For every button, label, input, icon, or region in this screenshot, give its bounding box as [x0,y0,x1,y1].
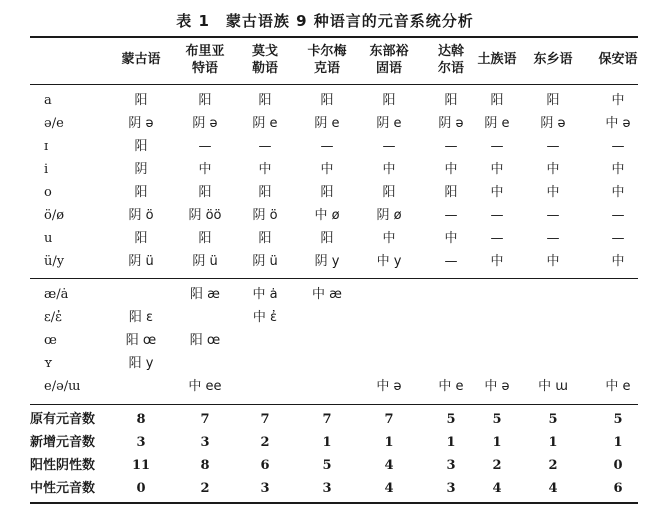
row-label: ɪ [44,139,49,154]
table-cell: 阴 y [314,254,340,269]
table-cell: 中 ɯ [538,379,568,394]
table-cell: — [382,139,396,154]
table-cell: 阳 [546,93,560,108]
table-cell: 3 [260,481,270,496]
table-cell: 阳 [134,139,148,154]
table-cell: 阳 [320,185,334,200]
table-cell: 阳 [444,93,458,108]
column-header: 特语 [191,61,218,76]
table-cell: 阳 æ [190,287,220,302]
table-cell: 4 [384,458,394,473]
column-header: 固语 [375,61,402,76]
table-cell: 中 [611,185,625,200]
table-cell: — [611,231,625,246]
table-cell: 中 y [376,254,402,269]
bottom-rule [30,502,638,504]
table-cell: 11 [131,458,151,473]
column-header: 尔语 [437,61,464,76]
table-cell: 阴 e [376,116,402,131]
table-cell: 中 [444,231,458,246]
table-cell: 中 [382,162,396,177]
table-cell: 中 [258,162,272,177]
table-cell: 中 ȧ [252,287,278,302]
table-cell: 1 [492,435,502,450]
table-cell: 阴 ə [540,116,566,131]
column-header: 东乡语 [533,52,573,67]
row-label: 新增元音数 [30,435,96,450]
table-cell: 中 [490,254,504,269]
table-cell: 4 [548,481,558,496]
table-cell: 中 ἐ [252,310,278,325]
table-cell: 阴 ü [252,254,278,269]
table-cell: 中 ə [376,379,402,394]
table-cell: 阳 [382,93,396,108]
table-cell: 阴 ü [192,254,218,269]
table-cell: 阳 [320,231,334,246]
table-cell: 中 [320,162,334,177]
table-cell: 中 ø [314,208,340,223]
table-cell: 阳 [258,185,272,200]
table-cell: — [320,139,334,154]
row-label: 阳性阴性数 [30,458,96,473]
table-cell: 阴 e [252,116,278,131]
row-label: 原有元音数 [30,412,96,427]
table-cell: 2 [492,458,502,473]
table-cell: — [546,208,560,223]
table-cell: 3 [136,435,146,450]
table-cell: 中 ə [605,116,631,131]
table-cell: 阳 [134,93,148,108]
row-label: ü/y [44,254,65,269]
table-cell: 阳 ε [128,310,154,325]
column-header: 布里亚 [185,44,225,59]
table-cell: — [444,139,458,154]
table-cell: 阳 [198,231,212,246]
table-cell: 中 [611,162,625,177]
summary-rule [30,404,638,405]
table-cell: 8 [136,412,146,427]
table-cell: 阳 [320,93,334,108]
table-cell: 3 [446,481,456,496]
table-cell: — [444,208,458,223]
table-cell: 中 e [605,379,631,394]
table-title: 表 1 蒙古语族 9 种语言的元音系统分析 [176,12,474,30]
table-cell: 5 [548,412,558,427]
table-cell: 阴 ü [128,254,154,269]
table-cell: 阴 ø [376,208,402,223]
row-label: u [44,231,53,246]
table-cell: 阳 [134,231,148,246]
table-cell: 阳 [382,185,396,200]
table-cell: 中 [546,185,560,200]
table-cell: 4 [384,481,394,496]
table-cell: 0 [613,458,623,473]
table-cell: 7 [260,412,270,427]
row-label: i [44,162,49,177]
table-cell: 阳 [258,93,272,108]
table-cell: 阴 [134,162,148,177]
table-cell: 阳 œ [125,333,157,348]
table-cell: 中 æ [312,287,342,302]
table-cell: 阴 ö [252,208,278,223]
table-cell: 阳 [198,93,212,108]
table-cell: 5 [446,412,456,427]
table-cell: 3 [322,481,332,496]
table-cell: 1 [322,435,332,450]
table-cell: 2 [200,481,210,496]
row-label: ε/ἐ [44,310,63,325]
column-header: 蒙古语 [121,52,161,67]
table-cell: 1 [548,435,558,450]
row-label: œ [44,333,57,348]
table-cell: 中 [611,93,625,108]
row-label: ə/e [44,116,64,131]
table-cell: 阳 [490,93,504,108]
header-rule [30,84,638,85]
table-cell: — [490,231,504,246]
table-cell: 阴 ə [438,116,464,131]
column-header: 莫戈 [251,44,278,59]
table-cell: 1 [613,435,623,450]
table-cell: 阴 e [484,116,510,131]
table-cell: 5 [492,412,502,427]
row-label: e/ə/ɯ [44,379,81,394]
table-cell: 3 [446,458,456,473]
row-label: ö/ø [44,208,65,223]
table-cell: 阴 e [314,116,340,131]
table-cell: 中 e [438,379,464,394]
column-header: 土族语 [477,52,517,67]
table-cell: — [198,139,212,154]
table-cell: 中 [198,162,212,177]
table-cell: 阳 [198,185,212,200]
table-cell: 中 ə [484,379,510,394]
table-cell: 1 [446,435,456,450]
table-cell: — [490,139,504,154]
column-header: 达斡 [437,44,464,59]
column-header: 克语 [313,61,340,76]
column-header: 勒语 [251,61,278,76]
table-cell: 7 [322,412,332,427]
table-cell: 5 [322,458,332,473]
table-cell: — [490,208,504,223]
table-cell: 阴 ə [192,116,218,131]
table-cell: 中 [490,185,504,200]
row-label: ʏ [44,356,53,371]
table-cell: 3 [200,435,210,450]
table-cell: — [546,231,560,246]
table-cell: 中 [490,162,504,177]
table-cell: 1 [384,435,394,450]
table-cell: 0 [136,481,146,496]
table-cell: 阳 y [128,356,154,371]
table-cell: 中 [611,254,625,269]
table-cell: 6 [613,481,623,496]
table-cell: 阳 [258,231,272,246]
table-cell: — [611,208,625,223]
row-label: o [44,185,52,200]
row-label: 中性元音数 [30,481,96,496]
table-cell: 中 [546,254,560,269]
table-cell: 2 [260,435,270,450]
table-cell: 中 [546,162,560,177]
table-cell: 阳 [134,185,148,200]
table-cell: 7 [200,412,210,427]
table-cell: 8 [200,458,210,473]
table-cell: — [444,254,458,269]
table-cell: 7 [384,412,394,427]
table-cell: — [258,139,272,154]
row-label: æ/ȧ [44,287,69,302]
table-cell: 阳 œ [189,333,221,348]
column-header: 东部裕 [369,44,409,59]
table-cell: 中 [382,231,396,246]
table-cell: 中 [444,162,458,177]
table-cell: 2 [548,458,558,473]
column-header: 保安语 [598,52,638,67]
row-label: a [44,93,52,108]
table-cell: 阴 öö [188,208,222,223]
table-cell: 6 [260,458,270,473]
column-header: 卡尔梅 [307,44,347,59]
table-cell: 阴 ə [128,116,154,131]
table-cell: — [546,139,560,154]
table-cell: 4 [492,481,502,496]
table-cell: 中 ee [188,379,222,394]
table-cell: 5 [613,412,623,427]
table-cell: 阴 ö [128,208,154,223]
top-rule [30,36,638,38]
table-cell: 阳 [444,185,458,200]
group-rule [30,278,638,279]
table-cell: — [611,139,625,154]
